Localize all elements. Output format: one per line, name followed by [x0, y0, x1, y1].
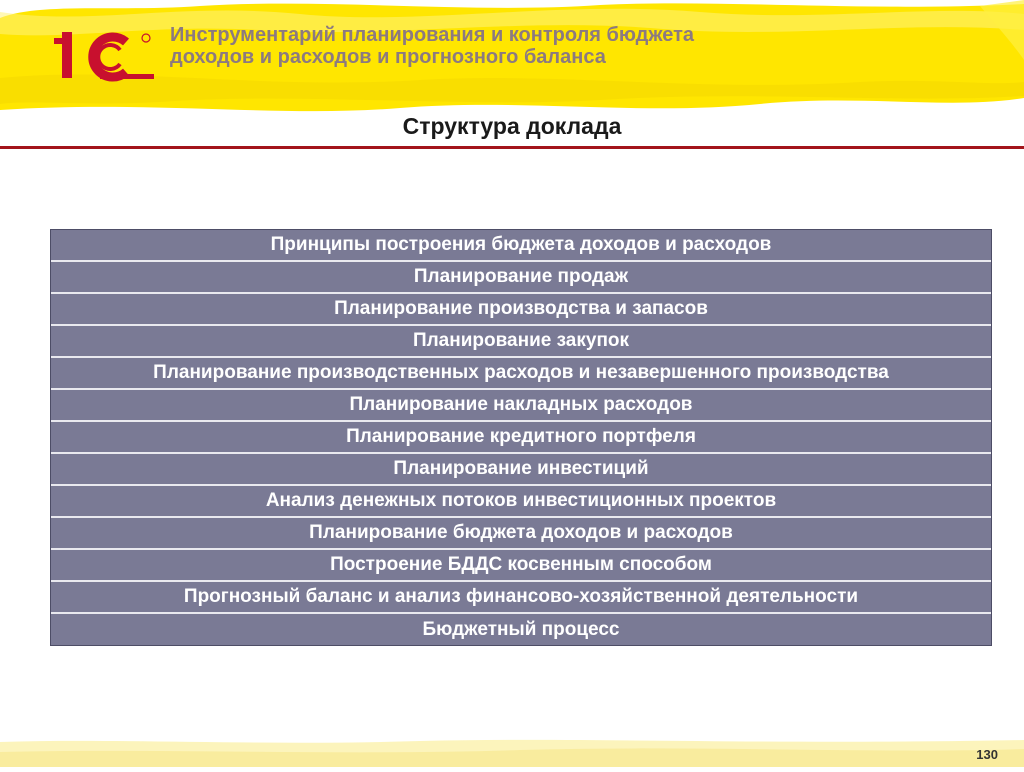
toc-row: Прогнозный баланс и анализ финансово-хозяйственной деятельности [51, 582, 991, 614]
toc-row: Планирование производственных расходов и незавершенного производства [51, 358, 991, 390]
toc-row: Планирование производства и запасов [51, 294, 991, 326]
section-title: Структура доклада [402, 113, 622, 139]
toc-row: Принципы построения бюджета доходов и расходов [51, 230, 991, 262]
toc-row: Планирование накладных расходов [51, 390, 991, 422]
page-number: 130 [976, 747, 998, 762]
toc-row: Построение БДДС косвенным способом [51, 550, 991, 582]
toc-row: Планирование кредитного портфеля [51, 422, 991, 454]
toc-row: Планирование продаж [51, 262, 991, 294]
footer-highlight-band [0, 738, 1024, 767]
toc-row: Анализ денежных потоков инвестиционных проектов [51, 486, 991, 518]
1c-logo [50, 28, 158, 86]
toc-row: Бюджетный процесс [422, 618, 620, 640]
header-title: Инструментарий планирования и контроля бюджета доходов и расходов и прогнозного баланса [170, 24, 695, 68]
toc-row: Планирование закупок [51, 326, 991, 358]
toc-row: Планирование бюджета доходов и расходов [51, 518, 991, 550]
title-divider [0, 146, 1024, 149]
toc-table [50, 229, 992, 646]
toc-row: Планирование инвестиций [51, 454, 991, 486]
